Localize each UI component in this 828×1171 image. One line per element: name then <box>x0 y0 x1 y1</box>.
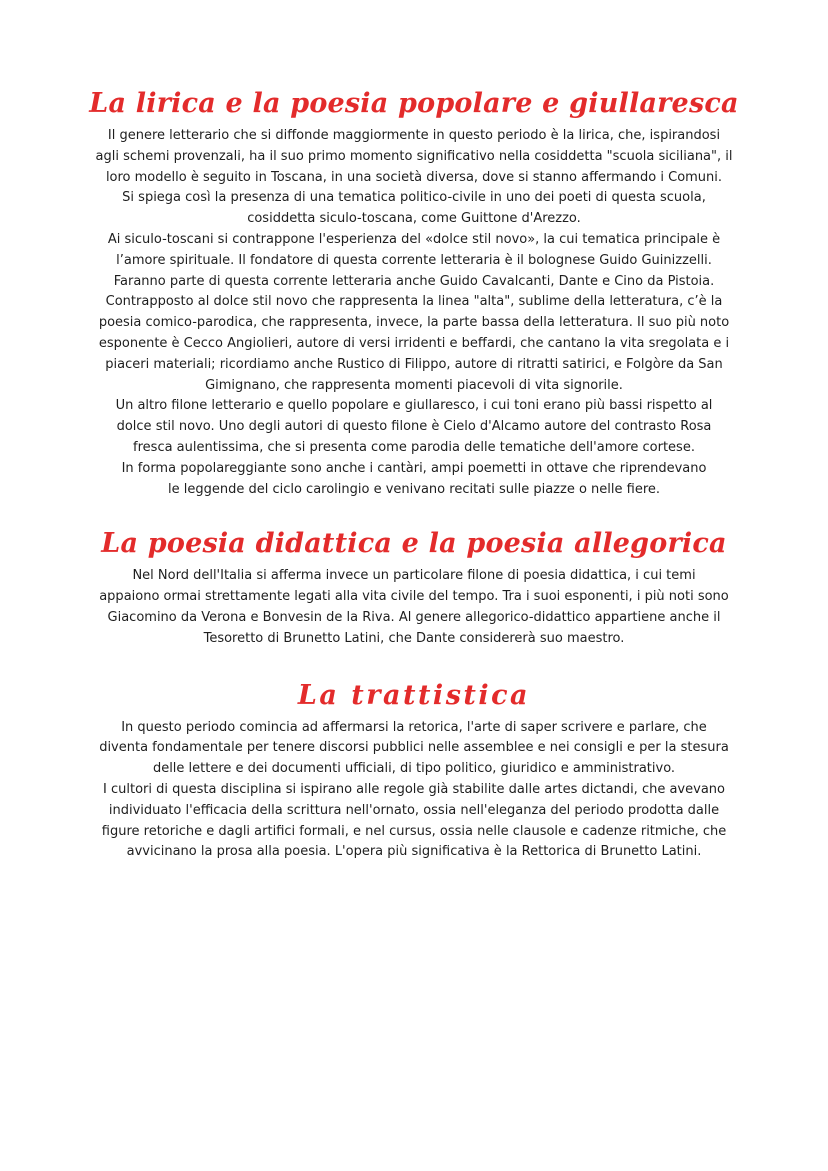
text-line: fresca aulentissima, che si presenta come parodia delle tematiche dell'amore cortese. <box>133 439 695 455</box>
text-line: agli schemi provenzali, ha il suo primo momento significativo nella cosiddetta "scuola siciliana", il <box>95 148 733 164</box>
text-line: piaceri materiali; ricordiamo anche Rustico di Filippo, autore di ritratti satirici, e Folgòre da San <box>105 356 723 372</box>
text-line: Tesoretto di Brunetto Latini, che Dante considererà suo maestro. <box>203 630 625 646</box>
text-line: l’amore spirituale. Il fondatore di questa corrente letteraria è il bolognese Guido Guinizzelli. <box>116 252 712 268</box>
section-trattistica <box>0 674 828 864</box>
text-line: Nel Nord dell'Italia si afferma invece un particolare filone di poesia didattica, i cui temi <box>132 568 696 584</box>
text-line: diventa fondamentale per tenere discorsi pubblici nelle assemblee e nei consigli e per la stesura <box>99 740 729 756</box>
text-line: individuato l'efficacia della scrittura nell'ornato, ossia nell'eleganza del periodo prodotta dalle <box>108 802 720 818</box>
text-line: Si spiega così la presenza di una tematica politico-civile in uno dei poeti di questa scuola, <box>122 190 706 206</box>
text-line: I cultori di questa disciplina si ispirano alle regole già stabilite dalle artes dictandi, che avevano <box>103 781 725 797</box>
text-line: Un altro filone letterario e quello popolare e giullaresco, i cui toni erano più bassi rispetto al <box>115 398 713 414</box>
text-line: Il genere letterario che si diffonde maggiormente in questo periodo è la lirica, che, ispirandosi <box>107 128 721 143</box>
section-body <box>0 718 828 864</box>
text-line: Faranno parte di questa corrente letteraria anche Guido Cavalcanti, Dante e Cino da Pistoia. <box>113 273 715 289</box>
text-line: Contrapposto al dolce stil novo che rappresenta la linea "alta", sublime della letteratura, c’è la <box>105 294 723 310</box>
text-line: poesia comico-parodica, che rappresenta, invece, la parte bassa della letteratura. Il suo più noto <box>98 315 730 331</box>
section-title: La poesia didattica e la poesia allegorica <box>101 528 727 560</box>
text-line: figure retoriche e dagli artifici formali, e nel cursus, ossia nelle clausole e cadenze ritmiche, che <box>101 823 727 839</box>
section-title: La trattistica <box>297 679 531 711</box>
text-line: Ai siculo-toscani si contrappone l'esperienza del «dolce stil novo», la cui tematica principale è <box>107 231 721 247</box>
text-line: dolce stil novo. Uno degli autori di questo filone è Cielo d'Alcamo autore del contrasto Rosa <box>116 419 712 435</box>
text-line: cosiddetta siculo-toscana, come Guittone d'Arezzo. <box>247 211 581 227</box>
text-line: delle lettere e dei documenti ufficiali, di tipo politico, giuridico e amministrativo. <box>152 761 676 777</box>
text-line: appaiono ormai strettamente legati alla vita civile del tempo. Tra i suoi esponenti, i più noti sono <box>99 589 729 605</box>
text-line: avvicinano la prosa alla poesia. L'opera più significativa è la Rettorica di Brunetto Latini. <box>126 844 702 860</box>
section-didattica <box>0 522 828 649</box>
text-line: In forma popolareggiante sono anche i cantàri, ampi poemetti in ottave che riprendevano <box>121 460 707 476</box>
text-line: Gimignano, che rappresenta momenti piacevoli di vita signorile. <box>205 377 623 393</box>
text-line: esponente è Cecco Angiolieri, autore di versi irridenti e beffardi, che cantano la vita sregolata e i <box>98 335 730 351</box>
section-body <box>0 566 828 649</box>
text-line: loro modello è seguito in Toscana, in una società diversa, dove si stanno affermando i Comuni. <box>105 169 723 185</box>
text-line: Giacomino da Verona e Bonvesin de la Riva. Al genere allegorico-didattico appartiene anche il <box>107 609 721 625</box>
section-body <box>0 126 828 500</box>
text-line: le leggende del ciclo carolingio e venivano recitati sulle piazze o nelle fiere. <box>167 481 661 497</box>
text-line: In questo periodo comincia ad affermarsi la retorica, l'arte di saper scrivere e parlare, che <box>121 719 707 735</box>
section-lirica <box>0 82 828 500</box>
section-title: La lirica e la poesia popolare e giullaresca <box>89 88 739 119</box>
